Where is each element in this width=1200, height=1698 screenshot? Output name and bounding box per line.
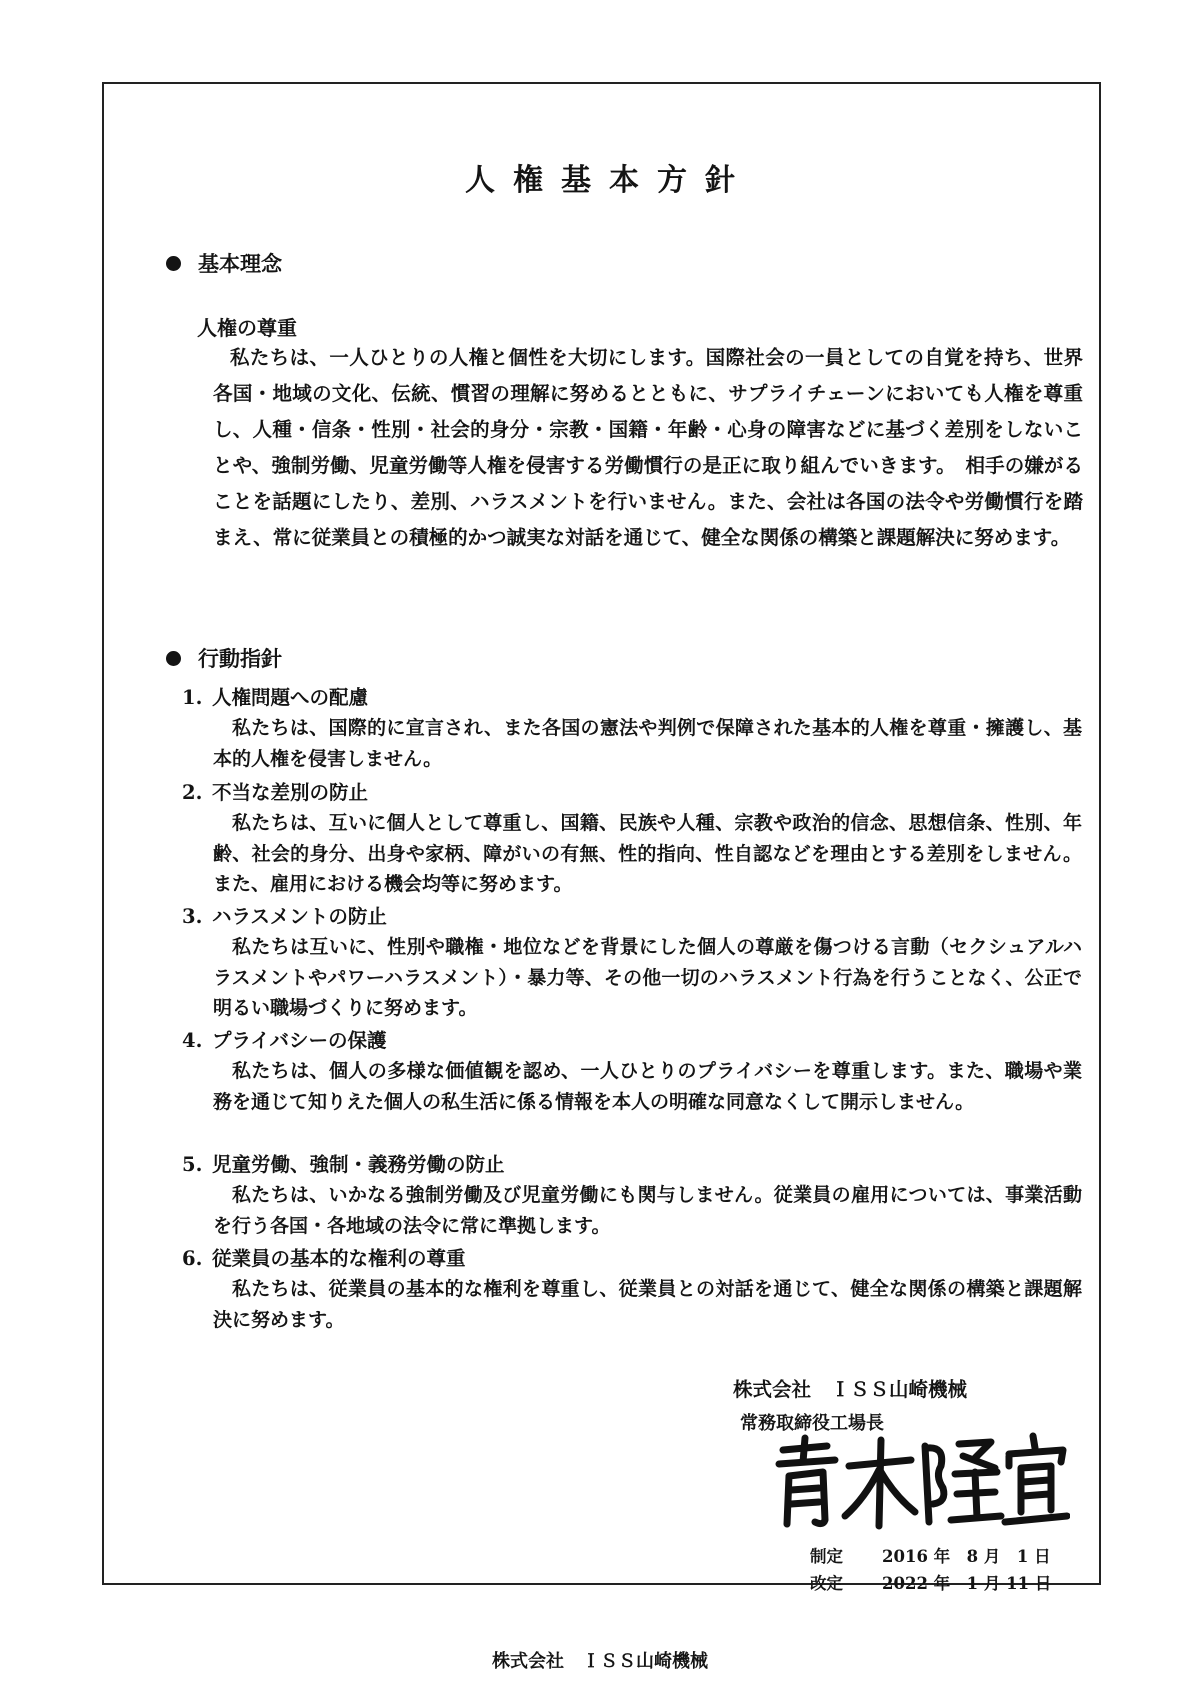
guideline-text: 私たちは互いに、性別や職権・地位などを背景にした個人の尊厳を傷つける言動（セクシュアルハラスメントやパワーハラスメント）・暴力等、その他一切のハラスメント行為を行うことなく、公正で明るい職場づくりに努めます。 bbox=[213, 936, 1082, 1019]
basic-philosophy-heading-text: 基本理念 bbox=[198, 251, 282, 276]
established-label: 制定 bbox=[810, 1547, 843, 1566]
guideline-item bbox=[182, 1026, 1082, 1117]
guideline-title: 人権問題への配慮 bbox=[212, 686, 369, 709]
guideline-text: 私たちは、個人の多様な価値観を認め、一人ひとりのプライバシーを尊重します。また、職場や業務を通じて知りえた個人の私生活に係る情報を本人の明確な同意なくして開示しません。 bbox=[213, 1060, 1082, 1113]
established-date: 2016 年 8 月 1 日 bbox=[882, 1547, 1051, 1566]
handwritten-signature bbox=[765, 1432, 1070, 1532]
guideline-text: 私たちは、互いに個人として尊重し、国籍、民族や人種、宗教や政治的信念、思想信条、性別、年齢、社会的身分、出身や家柄、障がいの有無、性的指向、性自認などを理由とする差別をしません。また、雇用における機会均等に努めます。 bbox=[213, 812, 1082, 895]
guideline-title: ハラスメントの防止 bbox=[212, 905, 387, 928]
guideline-number: 3. bbox=[182, 905, 203, 928]
human-rights-respect-subheading: 人権の尊重 bbox=[197, 316, 297, 340]
signatory-position: 常務取締役工場長 bbox=[740, 1413, 884, 1434]
guideline-number: 5. bbox=[182, 1153, 203, 1176]
guideline-title: 従業員の基本的な権利の尊重 bbox=[212, 1247, 466, 1270]
guideline-text: 私たちは、従業員の基本的な権利を尊重し、従業員との対話を通じて、健全な関係の構築と課題解決に努めます。 bbox=[213, 1278, 1082, 1331]
established-date-row bbox=[810, 1543, 1051, 1570]
bullet-icon bbox=[166, 651, 181, 666]
guideline-item bbox=[182, 778, 1082, 900]
footer-company: 株式会社 ＩＳＳ山崎機械 bbox=[492, 1651, 708, 1672]
document-title: 人権基本方針 bbox=[465, 163, 753, 198]
guideline-text: 私たちは、国際的に宣言され、また各国の憲法や判例で保障された基本的人権を尊重・擁護し、基本的人権を侵害しません。 bbox=[213, 717, 1082, 770]
guideline-text: 私たちは、いかなる強制労働及び児童労働にも関与しません。従業員の雇用については、事業活動を行う各国・各地域の法令に常に準拠します。 bbox=[213, 1184, 1082, 1237]
guideline-item bbox=[182, 683, 1082, 774]
basic-philosophy-paragraph: 私たちは、一人ひとりの人権と個性を大切にします。国際社会の一員としての自覚を持ち、世界各国・地域の文化、伝統、慣習の理解に努めるとともに、サプライチェーンにおいても人権を尊重し、人種・信条・性別・社会的身分・宗教・国籍・年齢・心身の障害などに基づく差別をしないことや、強制労働、児童労働等人権を侵害する労働慣行の是正に取り組んでいきます。 相手の嫌がることを話題にしたり、差別、ハラスメントを行いません。また、会社は各国の法令や労働慣行を踏まえ、常に従業員との積極的かつ誠実な対話を通じて、健全な関係の構築と課題解決に努めます。 bbox=[213, 346, 1083, 549]
guideline-title: プライバシーの保護 bbox=[212, 1029, 387, 1052]
guideline-item bbox=[182, 1150, 1082, 1241]
guidelines-heading-text: 行動指針 bbox=[198, 646, 282, 671]
bullet-icon bbox=[166, 256, 181, 271]
guideline-number: 2. bbox=[182, 781, 203, 804]
revised-label: 改定 bbox=[810, 1574, 843, 1593]
guideline-item bbox=[182, 902, 1082, 1024]
guideline-number: 6. bbox=[182, 1247, 203, 1270]
guideline-item bbox=[182, 1244, 1082, 1335]
guideline-number: 4. bbox=[182, 1029, 203, 1052]
revised-date-row bbox=[810, 1570, 1051, 1597]
signatory-company: 株式会社 ＩＳＳ山崎機械 bbox=[733, 1378, 968, 1401]
guidelines-heading bbox=[166, 643, 282, 673]
basic-philosophy-heading bbox=[166, 248, 282, 278]
guideline-title: 児童労働、強制・義務労働の防止 bbox=[212, 1153, 505, 1176]
dates-block bbox=[810, 1543, 1051, 1597]
guideline-title: 不当な差別の防止 bbox=[212, 781, 369, 804]
revised-date: 2022 年 1 月 11 日 bbox=[882, 1574, 1052, 1593]
guideline-number: 1. bbox=[182, 686, 203, 709]
